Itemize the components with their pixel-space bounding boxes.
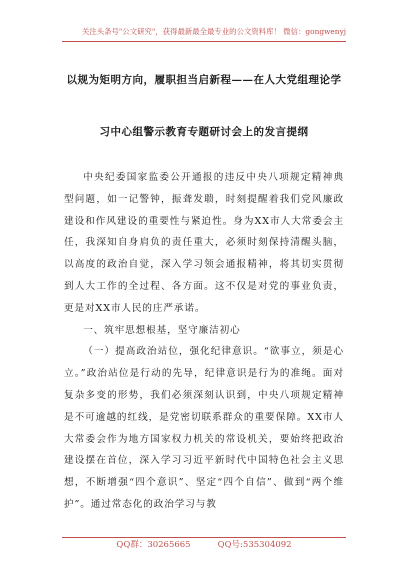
header-banner: 关注头条号"公文研究"，获得最新最全最专业的公文资料库！ 微信：gongwenyj — [81, 27, 347, 36]
section-heading: 一、筑牢思想根基，坚守廉洁初心 — [83, 324, 241, 336]
header-divider — [62, 41, 346, 42]
intro-paragraph: 中央纪委国家监委公开通报的违反中央八项规定精神典型问题，如一记警钟，振聋发聩，时刻提醒着我们党风廉政建设和作风建设的重要性与紧迫性。身为XX市人大常委会主任，我深知自身肩负的责任重大，必须时刻保持清醒头脑，以高度的政治自觉，深入学习领会通报精神，将其切实贯彻到人大工作的全过程、各方面。这不仅是对党的事业负责，更是对XX市人民的庄严承诺。 — [64, 172, 344, 314]
subsection-paragraph: （一）提高政治站位，强化纪律意识。“欲事立，须是心立。”政治站位是行动的先导，纪律意识是行为的准绳。面对复杂多变的形势，我们必须深刻认识到，中央八项规定精神是不可逾越的红线，是党密切联系群众的重要保障。XX市人大常委会作为地方国家权力机关的常设机关，要始终把政治建设摆在首位，深入学习习近平新时代中国特色社会主义思想，不断增强“四个意识”、坚定“四个自信”、做到“两个维护”。通过常态化的政治学习与教 — [64, 346, 344, 510]
document-title-line-1: 以规为矩明方向，履职担当启新程——在人大党组理论学 — [66, 74, 342, 86]
document-title-line-2: 习中心组警示教育专题研讨会上的发言提纲 — [99, 126, 309, 138]
footer-contact: QQ群：30265665 QQ号:535304092 — [116, 540, 292, 550]
document-body — [64, 167, 344, 516]
